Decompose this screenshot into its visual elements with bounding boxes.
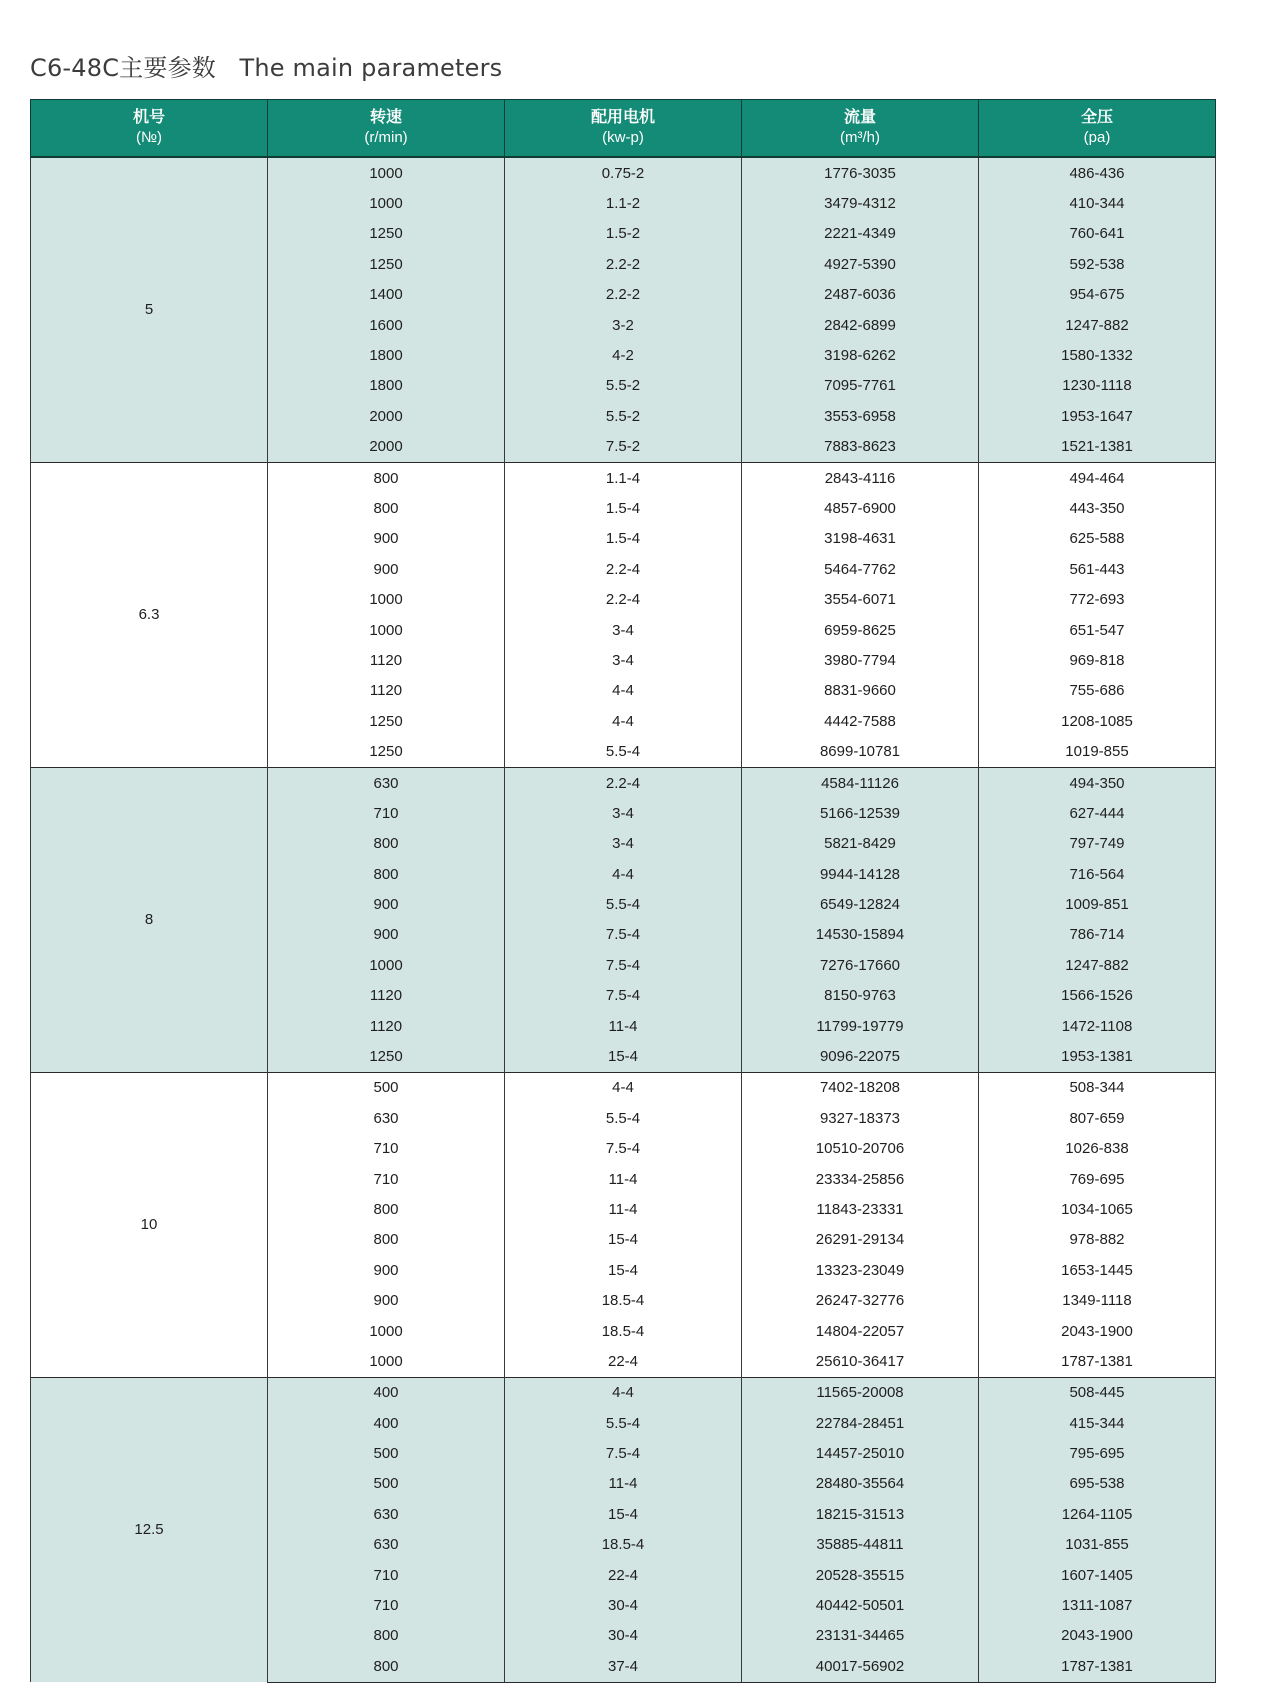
motor-cell: 7.5-4	[505, 1134, 742, 1164]
pressure-cell: 1349-1118	[979, 1285, 1216, 1315]
motor-cell: 7.5-4	[505, 981, 742, 1011]
speed-cell: 1250	[268, 706, 505, 736]
motor-cell: 7.5-4	[505, 950, 742, 980]
speed-cell: 2000	[268, 432, 505, 463]
motor-cell: 2.2-4	[505, 767, 742, 798]
header-row	[31, 100, 1216, 158]
flow-cell: 10510-20706	[742, 1134, 979, 1164]
pressure-cell: 627-444	[979, 798, 1216, 828]
motor-cell: 7.5-2	[505, 432, 742, 463]
pressure-cell: 1208-1085	[979, 706, 1216, 736]
flow-cell: 23131-34465	[742, 1621, 979, 1651]
motor-cell: 4-4	[505, 859, 742, 889]
motor-cell: 15-4	[505, 1255, 742, 1285]
pressure-cell: 1566-1526	[979, 981, 1216, 1011]
speed-cell: 1000	[268, 615, 505, 645]
pressure-cell: 978-882	[979, 1225, 1216, 1255]
speed-cell: 900	[268, 889, 505, 919]
motor-cell: 1.1-2	[505, 188, 742, 218]
motor-cell: 15-4	[505, 1225, 742, 1255]
speed-cell: 800	[268, 462, 505, 493]
flow-cell: 7276-17660	[742, 950, 979, 980]
flow-cell: 7883-8623	[742, 432, 979, 463]
pressure-cell: 1031-855	[979, 1530, 1216, 1560]
pressure-cell: 1953-1381	[979, 1041, 1216, 1072]
speed-cell: 710	[268, 1134, 505, 1164]
pressure-cell: 695-538	[979, 1469, 1216, 1499]
speed-cell: 630	[268, 767, 505, 798]
flow-cell: 3980-7794	[742, 645, 979, 675]
speed-cell: 710	[268, 1164, 505, 1194]
flow-cell: 40017-56902	[742, 1651, 979, 1682]
speed-cell: 1250	[268, 736, 505, 767]
speed-cell: 800	[268, 493, 505, 523]
speed-cell: 1000	[268, 950, 505, 980]
flow-cell: 35885-44811	[742, 1530, 979, 1560]
pressure-cell: 1580-1332	[979, 340, 1216, 370]
motor-cell: 2.2-4	[505, 584, 742, 614]
motor-cell: 18.5-4	[505, 1316, 742, 1346]
motor-cell: 30-4	[505, 1590, 742, 1620]
motor-cell: 4-4	[505, 676, 742, 706]
header-flow: 流量 (m³/h)	[742, 100, 979, 158]
motor-cell: 11-4	[505, 1011, 742, 1041]
flow-cell: 8831-9660	[742, 676, 979, 706]
speed-cell: 1120	[268, 676, 505, 706]
flow-cell: 22784-28451	[742, 1408, 979, 1438]
speed-cell: 800	[268, 1194, 505, 1224]
speed-cell: 1000	[268, 157, 505, 188]
motor-cell: 2.2-4	[505, 554, 742, 584]
speed-cell: 630	[268, 1499, 505, 1529]
flow-cell: 9944-14128	[742, 859, 979, 889]
motor-cell: 1.5-4	[505, 524, 742, 554]
pressure-cell: 1034-1065	[979, 1194, 1216, 1224]
flow-cell: 40442-50501	[742, 1590, 979, 1620]
flow-cell: 4442-7588	[742, 706, 979, 736]
speed-cell: 1250	[268, 219, 505, 249]
motor-cell: 3-4	[505, 798, 742, 828]
table-header	[31, 100, 1216, 158]
pressure-cell: 807-659	[979, 1103, 1216, 1133]
pressure-cell: 1472-1108	[979, 1011, 1216, 1041]
motor-cell: 22-4	[505, 1560, 742, 1590]
speed-cell: 710	[268, 798, 505, 828]
flow-cell: 11843-23331	[742, 1194, 979, 1224]
motor-cell: 4-4	[505, 1377, 742, 1408]
speed-cell: 900	[268, 554, 505, 584]
motor-cell: 15-4	[505, 1041, 742, 1072]
flow-cell: 26247-32776	[742, 1285, 979, 1315]
table-row	[31, 462, 1216, 493]
motor-cell: 3-4	[505, 829, 742, 859]
pressure-cell: 1247-882	[979, 310, 1216, 340]
flow-cell: 2487-6036	[742, 280, 979, 310]
speed-cell: 710	[268, 1590, 505, 1620]
pressure-cell: 443-350	[979, 493, 1216, 523]
flow-cell: 14804-22057	[742, 1316, 979, 1346]
header-pressure: 全压 (pa)	[979, 100, 1216, 158]
header-speed: 转速 (r/min)	[268, 100, 505, 158]
speed-cell: 900	[268, 920, 505, 950]
speed-cell: 1250	[268, 249, 505, 279]
flow-cell: 9096-22075	[742, 1041, 979, 1072]
motor-cell: 5.5-2	[505, 401, 742, 431]
speed-cell: 400	[268, 1408, 505, 1438]
flow-cell: 9327-18373	[742, 1103, 979, 1133]
pressure-cell: 494-464	[979, 462, 1216, 493]
flow-cell: 3479-4312	[742, 188, 979, 218]
pressure-cell: 769-695	[979, 1164, 1216, 1194]
pressure-cell: 1264-1105	[979, 1499, 1216, 1529]
flow-cell: 13323-23049	[742, 1255, 979, 1285]
speed-cell: 1250	[268, 1041, 505, 1072]
speed-cell: 800	[268, 859, 505, 889]
flow-cell: 3553-6958	[742, 401, 979, 431]
flow-cell: 20528-35515	[742, 1560, 979, 1590]
pressure-cell: 1787-1381	[979, 1346, 1216, 1377]
speed-cell: 1400	[268, 280, 505, 310]
speed-cell: 630	[268, 1103, 505, 1133]
header-motor: 配用电机 (kw-p)	[505, 100, 742, 158]
flow-cell: 5821-8429	[742, 829, 979, 859]
parameters-table	[30, 99, 1216, 1683]
pressure-cell: 1311-1087	[979, 1590, 1216, 1620]
table-row	[31, 1377, 1216, 1408]
pressure-cell: 508-445	[979, 1377, 1216, 1408]
speed-cell: 630	[268, 1530, 505, 1560]
speed-cell: 900	[268, 524, 505, 554]
model-number-cell: 5	[31, 157, 268, 462]
pressure-cell: 795-695	[979, 1438, 1216, 1468]
pressure-cell: 2043-1900	[979, 1621, 1216, 1651]
pressure-cell: 410-344	[979, 188, 1216, 218]
motor-cell: 15-4	[505, 1499, 742, 1529]
pressure-cell: 716-564	[979, 859, 1216, 889]
pressure-cell: 1607-1405	[979, 1560, 1216, 1590]
model-group	[31, 157, 1216, 462]
motor-cell: 2.2-2	[505, 280, 742, 310]
pressure-cell: 592-538	[979, 249, 1216, 279]
speed-cell: 800	[268, 1225, 505, 1255]
pressure-cell: 797-749	[979, 829, 1216, 859]
speed-cell: 800	[268, 829, 505, 859]
flow-cell: 14457-25010	[742, 1438, 979, 1468]
speed-cell: 1800	[268, 340, 505, 370]
flow-cell: 6959-8625	[742, 615, 979, 645]
flow-cell: 4927-5390	[742, 249, 979, 279]
flow-cell: 11799-19779	[742, 1011, 979, 1041]
speed-cell: 1000	[268, 1316, 505, 1346]
motor-cell: 11-4	[505, 1194, 742, 1224]
pressure-cell: 786-714	[979, 920, 1216, 950]
pressure-cell: 1953-1647	[979, 401, 1216, 431]
motor-cell: 18.5-4	[505, 1285, 742, 1315]
speed-cell: 1800	[268, 371, 505, 401]
motor-cell: 4-4	[505, 706, 742, 736]
pressure-cell: 1247-882	[979, 950, 1216, 980]
flow-cell: 2842-6899	[742, 310, 979, 340]
motor-cell: 3-4	[505, 645, 742, 675]
model-number-cell: 8	[31, 767, 268, 1072]
flow-cell: 2221-4349	[742, 219, 979, 249]
pressure-cell: 1521-1381	[979, 432, 1216, 463]
flow-cell: 6549-12824	[742, 889, 979, 919]
flow-cell: 7095-7761	[742, 371, 979, 401]
model-number-cell: 6.3	[31, 462, 268, 767]
pressure-cell: 1230-1118	[979, 371, 1216, 401]
page-title: C6-48C主要参数 The main parameters	[30, 54, 503, 82]
pressure-cell: 1787-1381	[979, 1651, 1216, 1682]
speed-cell: 900	[268, 1255, 505, 1285]
flow-cell: 4857-6900	[742, 493, 979, 523]
speed-cell: 1000	[268, 188, 505, 218]
flow-cell: 26291-29134	[742, 1225, 979, 1255]
flow-cell: 7402-18208	[742, 1072, 979, 1103]
speed-cell: 710	[268, 1560, 505, 1590]
flow-cell: 25610-36417	[742, 1346, 979, 1377]
flow-cell: 4584-11126	[742, 767, 979, 798]
flow-cell: 3198-6262	[742, 340, 979, 370]
speed-cell: 400	[268, 1377, 505, 1408]
pressure-cell: 1019-855	[979, 736, 1216, 767]
speed-cell: 2000	[268, 401, 505, 431]
pressure-cell: 969-818	[979, 645, 1216, 675]
table-row	[31, 1072, 1216, 1103]
speed-cell: 800	[268, 1621, 505, 1651]
flow-cell: 18215-31513	[742, 1499, 979, 1529]
motor-cell: 1.5-4	[505, 493, 742, 523]
pressure-cell: 494-350	[979, 767, 1216, 798]
header-model-no: 机号 (№)	[31, 100, 268, 158]
motor-cell: 7.5-4	[505, 1438, 742, 1468]
motor-cell: 4-2	[505, 340, 742, 370]
flow-cell: 3198-4631	[742, 524, 979, 554]
motor-cell: 11-4	[505, 1469, 742, 1499]
motor-cell: 7.5-4	[505, 920, 742, 950]
pressure-cell: 1026-838	[979, 1134, 1216, 1164]
model-group	[31, 1377, 1216, 1682]
speed-cell: 500	[268, 1438, 505, 1468]
motor-cell: 22-4	[505, 1346, 742, 1377]
speed-cell: 1120	[268, 981, 505, 1011]
model-group	[31, 1072, 1216, 1377]
motor-cell: 37-4	[505, 1651, 742, 1682]
flow-cell: 23334-25856	[742, 1164, 979, 1194]
motor-cell: 5.5-2	[505, 371, 742, 401]
flow-cell: 8699-10781	[742, 736, 979, 767]
flow-cell: 28480-35564	[742, 1469, 979, 1499]
motor-cell: 1.1-4	[505, 462, 742, 493]
motor-cell: 30-4	[505, 1621, 742, 1651]
pressure-cell: 508-344	[979, 1072, 1216, 1103]
speed-cell: 1120	[268, 645, 505, 675]
speed-cell: 1600	[268, 310, 505, 340]
pressure-cell: 2043-1900	[979, 1316, 1216, 1346]
flow-cell: 14530-15894	[742, 920, 979, 950]
pressure-cell: 561-443	[979, 554, 1216, 584]
pressure-cell: 625-588	[979, 524, 1216, 554]
motor-cell: 4-4	[505, 1072, 742, 1103]
motor-cell: 0.75-2	[505, 157, 742, 188]
pressure-cell: 954-675	[979, 280, 1216, 310]
motor-cell: 5.5-4	[505, 1103, 742, 1133]
speed-cell: 1120	[268, 1011, 505, 1041]
model-group	[31, 767, 1216, 1072]
flow-cell: 11565-20008	[742, 1377, 979, 1408]
pressure-cell: 760-641	[979, 219, 1216, 249]
motor-cell: 5.5-4	[505, 889, 742, 919]
pressure-cell: 755-686	[979, 676, 1216, 706]
flow-cell: 8150-9763	[742, 981, 979, 1011]
pressure-cell: 772-693	[979, 584, 1216, 614]
flow-cell: 5166-12539	[742, 798, 979, 828]
motor-cell: 1.5-2	[505, 219, 742, 249]
pressure-cell: 1009-851	[979, 889, 1216, 919]
pressure-cell: 651-547	[979, 615, 1216, 645]
motor-cell: 11-4	[505, 1164, 742, 1194]
pressure-cell: 486-436	[979, 157, 1216, 188]
flow-cell: 1776-3035	[742, 157, 979, 188]
pressure-cell: 1653-1445	[979, 1255, 1216, 1285]
speed-cell: 500	[268, 1072, 505, 1103]
speed-cell: 1000	[268, 584, 505, 614]
model-number-cell: 12.5	[31, 1377, 268, 1682]
flow-cell: 2843-4116	[742, 462, 979, 493]
motor-cell: 3-4	[505, 615, 742, 645]
motor-cell: 2.2-2	[505, 249, 742, 279]
flow-cell: 5464-7762	[742, 554, 979, 584]
motor-cell: 5.5-4	[505, 736, 742, 767]
speed-cell: 900	[268, 1285, 505, 1315]
speed-cell: 500	[268, 1469, 505, 1499]
model-number-cell: 10	[31, 1072, 268, 1377]
flow-cell: 3554-6071	[742, 584, 979, 614]
motor-cell: 18.5-4	[505, 1530, 742, 1560]
model-group	[31, 462, 1216, 767]
pressure-cell: 415-344	[979, 1408, 1216, 1438]
speed-cell: 800	[268, 1651, 505, 1682]
motor-cell: 5.5-4	[505, 1408, 742, 1438]
motor-cell: 3-2	[505, 310, 742, 340]
table-row	[31, 157, 1216, 188]
table-row	[31, 767, 1216, 798]
speed-cell: 1000	[268, 1346, 505, 1377]
